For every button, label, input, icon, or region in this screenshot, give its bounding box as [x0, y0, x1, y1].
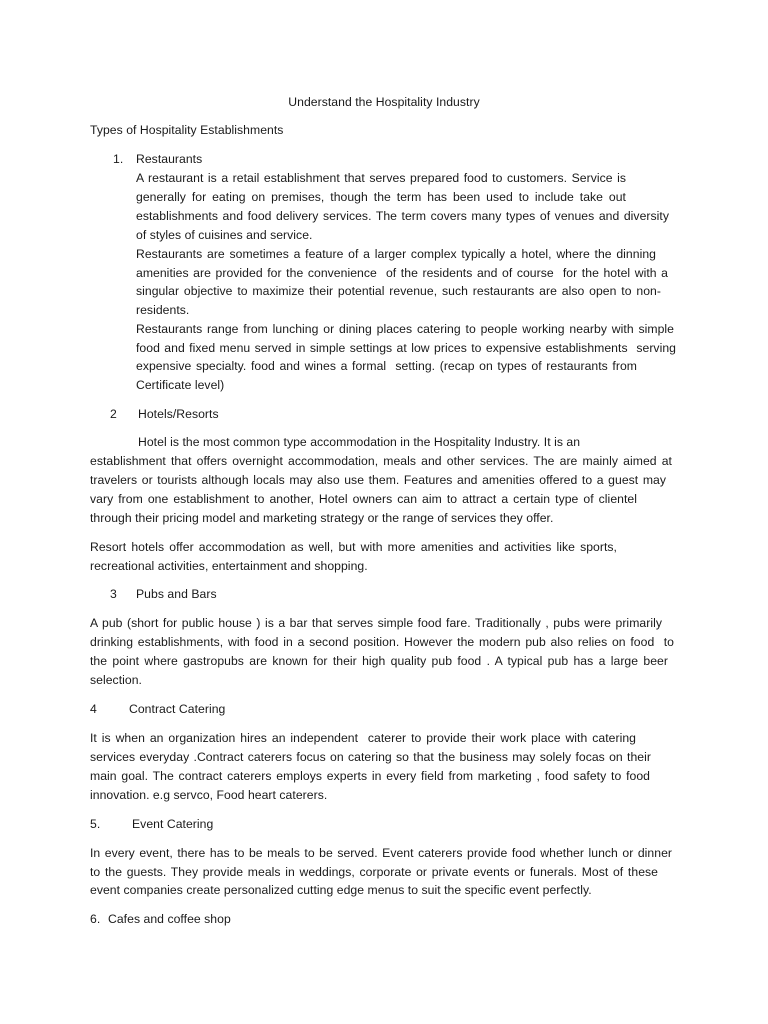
paragraph-line: the point where gastropubs are known for their high quality pub food . A typical pub has a large beer — [90, 654, 668, 668]
paragraph-line: event companies create personalized cutting edge menus to suit the specific event perfectly. — [90, 883, 592, 897]
paragraph-line: drinking establishments, with food in a second position. However the modern pub also relies on food to — [90, 635, 674, 649]
paragraph-line: establishment that offers overnight accommodation, meals and other services. The are mainly aimed at — [90, 454, 672, 468]
document-title: Understand the Hospitality Industry — [288, 95, 480, 109]
paragraph-line: Restaurants range from lunching or dining places catering to people working nearby with simple — [136, 322, 674, 336]
paragraph-line: expensive specialty. food and wines a formal setting. (recap on types of restaurants from — [136, 359, 637, 373]
section-number: 2 — [110, 407, 117, 421]
paragraph-line: In every event, there has to be meals to be served. Event caterers provide food whether lunch or dinner — [90, 846, 672, 860]
paragraph-line: main goal. The contract caterers employs experts in every field from marketing , food safety to food — [90, 769, 650, 783]
paragraph-line: A restaurant is a retail establishment that serves prepared food to customers. Service is — [136, 171, 626, 185]
section-number: 4 — [90, 702, 97, 716]
paragraph-line: singular objective to maximize their potential revenue, such restaurants are also open to non- — [136, 284, 661, 298]
paragraph-line: selection. — [90, 673, 142, 687]
section-heading: Hotels/Resorts — [138, 407, 219, 421]
paragraph-line: It is when an organization hires an independent caterer to provide their work place with catering — [90, 731, 636, 745]
section-number: 1. — [113, 152, 124, 166]
paragraph-line: residents. — [136, 303, 190, 317]
section-number: 6. — [90, 912, 101, 926]
paragraph-line: amenities are provided for the convenience of the residents and of course for the hotel with a — [136, 266, 668, 280]
paragraph-line: recreational activities, entertainment and shopping. — [90, 559, 368, 573]
section-heading: Contract Catering — [129, 702, 226, 716]
paragraph-line: Hotel is the most common type accommodation in the Hospitality Industry. It is an — [138, 435, 581, 449]
paragraph-line: innovation. e.g servco, Food heart caterers. — [90, 788, 328, 802]
paragraph-line: A pub (short for public house ) is a bar that serves simple food fare. Traditionally , pubs were primarily — [90, 616, 662, 630]
section-heading: Pubs and Bars — [136, 587, 217, 601]
paragraph-line: through their pricing model and marketing strategy or the range of services they offer. — [90, 511, 554, 525]
section-heading: Cafes and coffee shop — [108, 912, 231, 926]
section-heading: Restaurants — [136, 152, 203, 166]
paragraph-line: Resort hotels offer accommodation as well, but with more amenities and activities like sports, — [90, 540, 617, 554]
paragraph-line: to the guests. They provide meals in weddings, corporate or private events or funerals. Most of these — [90, 865, 658, 879]
paragraph-line: Restaurants are sometimes a feature of a larger complex typically a hotel, where the dinning — [136, 247, 656, 261]
paragraph-line: of styles of cuisines and service. — [136, 228, 313, 242]
paragraph-line: travelers or tourists although locals may also use them. Features and amenities offered to a guest may — [90, 473, 666, 487]
section-number: 5. — [90, 817, 101, 831]
paragraph-line: vary from one establishment to another, Hotel owners can aim to attract a certain type of clientel — [90, 492, 637, 506]
paragraph-line: establishments and food delivery services. The term covers many types of venues and diversity — [136, 209, 669, 223]
paragraph-line: Certificate level) — [136, 378, 225, 392]
paragraph-line: services everyday .Contract caterers focus on catering so that the business may solely focas on their — [90, 750, 651, 764]
paragraph-line: generally for eating on premises, though the term has been used to include take out — [136, 190, 626, 204]
paragraph-line: food and fixed menu served in simple settings at low prices to expensive establishments serving — [136, 341, 676, 355]
document-subtitle: Types of Hospitality Establishments — [90, 123, 284, 137]
section-heading: Event Catering — [132, 817, 214, 831]
section-number: 3 — [110, 587, 117, 601]
